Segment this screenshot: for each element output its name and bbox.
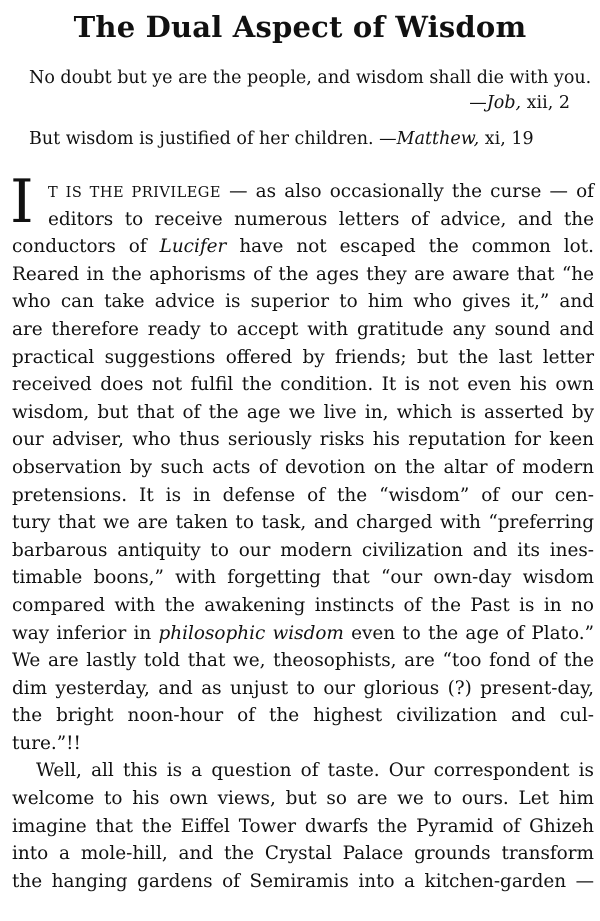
epigraph-source-ref-1: xii, 2 <box>521 93 570 113</box>
text-line: imagine that the Eiffel Tower dwarfs the Pyramid of Ghizeh <box>12 815 594 837</box>
text-span: way inferior in <box>12 622 159 644</box>
text-line: received does not fulfil the condition. It is not even his own <box>12 374 594 396</box>
text-line: dim yesterday, and as unjust to our glorious (?) present-day, <box>12 677 594 699</box>
philosophic-wisdom: philosophic wisdom <box>158 622 344 644</box>
small-caps-opening: T IS THE PRIVILEGE <box>48 185 221 201</box>
text-line: into a mole-hill, and the Crystal Palace grounds transform <box>12 843 594 865</box>
text-line: barbarous antiquity to our modern civilization and its ines- <box>12 539 594 561</box>
text-line <box>12 233 594 261</box>
text-line: Well, all this is a question of taste. Our correspondent is <box>36 760 594 782</box>
text-line <box>12 620 594 648</box>
text-line: pretensions. It is in defense of the “wisdom” of our cen- <box>12 484 594 506</box>
drop-cap: I <box>10 167 34 237</box>
epigraph-2 <box>29 129 534 149</box>
text-line: the hanging gardens of Semiramis into a kitchen-garden — <box>12 870 594 892</box>
text-line: ture.”!! <box>12 732 81 754</box>
text-line: tury that we are taken to task, and charged with “preferring <box>12 512 594 534</box>
text-span: — as also occasionally the curse — of <box>220 181 594 202</box>
text-line: compared with the awakening instincts of the Past is in no <box>12 594 594 616</box>
body-text <box>12 178 594 895</box>
text-span: conductors of <box>12 236 160 258</box>
epigraph-source-book-2: Matthew, <box>396 129 480 149</box>
text-line: practical suggestions offered by friends; but the last letter <box>12 346 594 368</box>
text-line: wisdom, but that of the age we live in, which is asserted by <box>12 401 594 423</box>
text-line: observation by such acts of devotion on the altar of modern <box>12 456 594 478</box>
epigraph-source-ref-2: xi, 19 <box>479 129 534 149</box>
epigraph-source-1 <box>469 93 570 113</box>
text-line: our adviser, who thus seriously risks his reputation for keen <box>12 429 594 451</box>
text-line: are therefore ready to accept with gratitude any sound and <box>12 318 594 340</box>
text-line: We are lastly told that we, theosophists, are “too fond of the <box>12 650 594 672</box>
text-span: even to the age of Plato.” <box>343 622 595 644</box>
lucifer-title: Lucifer <box>159 236 227 258</box>
epigraph-quote-1: No doubt but ye are the people, and wisdom shall die with you. <box>29 68 592 88</box>
page-title: The Dual Aspect of Wisdom <box>73 10 527 44</box>
text-line: Reared in the aphorisms of the ages they are aware that “he <box>12 263 594 285</box>
epigraph-source-book-1: Job, <box>486 93 522 113</box>
text-line: editors to receive numerous letters of advice, and the <box>48 208 594 230</box>
text-line <box>12 178 594 206</box>
text-line: who can take advice is superior to him who gives it,” and <box>12 291 594 313</box>
text-line: timable boons,” with forgetting that “our own-day wisdom <box>12 567 594 589</box>
text-line: the bright noon-hour of the highest civilization and cul- <box>12 705 594 727</box>
epigraph-dash-1: — <box>469 93 487 113</box>
text-line: welcome to his own views, but so are we to ours. Let him <box>12 788 594 810</box>
epigraph-quote-2: But wisdom is justified of her children. <box>29 129 374 149</box>
epigraph-dash-2: — <box>373 129 397 149</box>
text-span: have not escaped the common lot. <box>226 236 594 258</box>
